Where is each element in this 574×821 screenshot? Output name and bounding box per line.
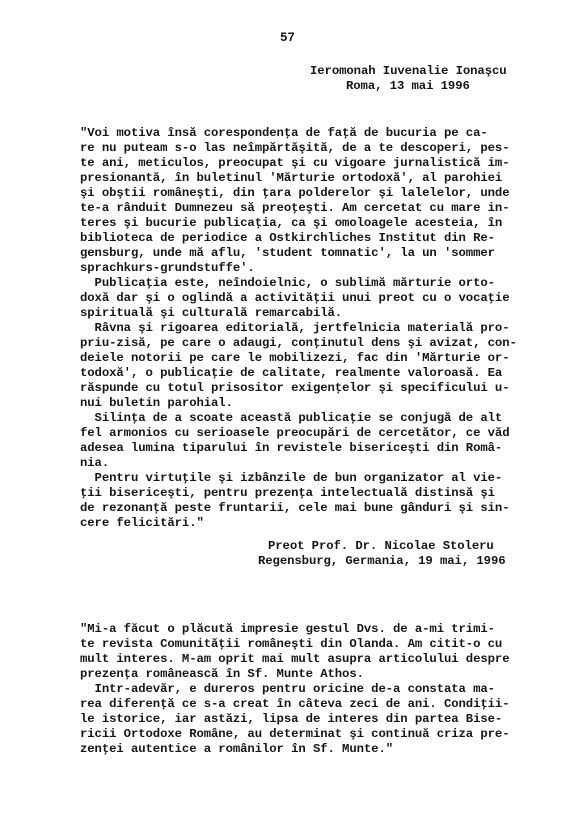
letter-line: sprachkurs-grundstuffe'. bbox=[80, 261, 255, 275]
letter-line: nui buletin parohial. bbox=[80, 396, 233, 410]
letter-line: Silinţa de a scoate această publicaţie se conjugă de alt bbox=[80, 411, 503, 425]
letter-line: "Mi-a făcut o plăcută impresie gestul Dvs. de a-mi trimi- bbox=[80, 622, 495, 636]
sender-place-date: Roma, 13 mai 1996 bbox=[346, 79, 470, 93]
letter-line: prezenţa românească în Sf. Munte Athos. bbox=[80, 667, 364, 681]
letter-line: răspunde cu totul prisositor exigenţelor şi specificului u- bbox=[80, 381, 510, 395]
letter-line: Publicaţia este, neîndoielnic, o sublimă mărturie orto- bbox=[80, 276, 495, 290]
letter-line: adesea lumina tiparului în revistele bisericeşti din Româ- bbox=[80, 441, 503, 455]
signature-name: Preot Prof. Dr. Nicolae Stoleru bbox=[268, 539, 494, 553]
letter-line: cere felicitări." bbox=[80, 516, 204, 530]
letter-line: Râvna şi rigoarea editorială, jertfelnicia materială pro- bbox=[80, 321, 510, 335]
letter-line: mult interes. M-am oprit mai mult asupra articolului despre bbox=[80, 652, 510, 666]
letter-line: priu-zisă, pe care o adaugi, conţinutul dens şi avizat, con- bbox=[80, 336, 517, 350]
letter-line: rea diferenţă ce s-a creat în câteva zeci de ani. Condiţii- bbox=[80, 697, 510, 711]
letter-line: te ani, meticulos, preocupat şi cu vigoare jurnalistică im- bbox=[80, 156, 510, 170]
letter-line: le istorice, iar astăzi, lipsa de interes din partea Bise- bbox=[80, 712, 503, 726]
letter-line: ţii bisericeşti, pentru prezenţa intelectuală distinsă şi bbox=[80, 486, 495, 500]
letter-line: presionantă, în buletinul 'Mărturie ortodoxă', al parohiei bbox=[80, 171, 503, 185]
letter-line: teres şi bucurie publicaţia, ca şi omoloagele acesteia, în bbox=[80, 216, 503, 230]
letter-line: fel armonios cu serioasele preocupări de cercetător, ce văd bbox=[80, 426, 510, 440]
signature-place-date: Regensburg, Germania, 19 mai, 1996 bbox=[258, 554, 506, 568]
letter-line: Intr-adevăr, e dureros pentru oricine de-a constata ma- bbox=[80, 682, 495, 696]
letter-line: spirituală şi culturală remarcabilă. bbox=[80, 306, 343, 320]
letter-line: te revista Comunităţii româneşti din Olanda. Am citit-o cu bbox=[80, 637, 503, 651]
letter-line: gensburg, unde mă aflu, 'student tomnatic', la un 'sommer bbox=[80, 246, 495, 260]
letter-line: ricii Ortodoxe Române, au determinat şi continuă criza pre- bbox=[80, 727, 510, 741]
page-number: 57 bbox=[280, 31, 296, 45]
letter-line: nia. bbox=[80, 456, 110, 470]
letter-line: deiele notorii pe care le mobilizezi, fac din 'Mărturie or- bbox=[80, 351, 510, 365]
letter-line: doxă dar şi o oglindă a activităţii unui preot cu o vocaţie bbox=[80, 291, 510, 305]
letter-line: de rezonanţă peste fruntarii, cele mai bune gânduri şi sin- bbox=[80, 501, 510, 515]
letter-line: zenţei autentice a românilor în Sf. Munte." bbox=[80, 742, 394, 756]
letter-line: re nu puteam s-o las neîmpărtăşită, de a te descoperi, pes- bbox=[80, 141, 510, 155]
letter-line: Pentru virtuţile şi izbânzile de bun organizator al vie- bbox=[80, 471, 503, 485]
letter-line: biblioteca de periodice a Ostkirchliches Institut din Re- bbox=[80, 231, 495, 245]
letter-line: "Voi motiva însă corespondenţa de faţă de bucuria pe ca- bbox=[80, 126, 488, 140]
letter-line: todoxă', o publicaţie de calitate, realmente valoroasă. Ea bbox=[80, 366, 503, 380]
letter-line: şi obştii româneşti, din ţara polderelor şi lalelelor, unde bbox=[80, 186, 510, 200]
letter-line: te-a rânduit Dumnezeu să preoţeşti. Am cercetat cu mare in- bbox=[80, 201, 510, 215]
sender-name: Ieromonah Iuvenalie Ionaşcu bbox=[310, 64, 507, 78]
